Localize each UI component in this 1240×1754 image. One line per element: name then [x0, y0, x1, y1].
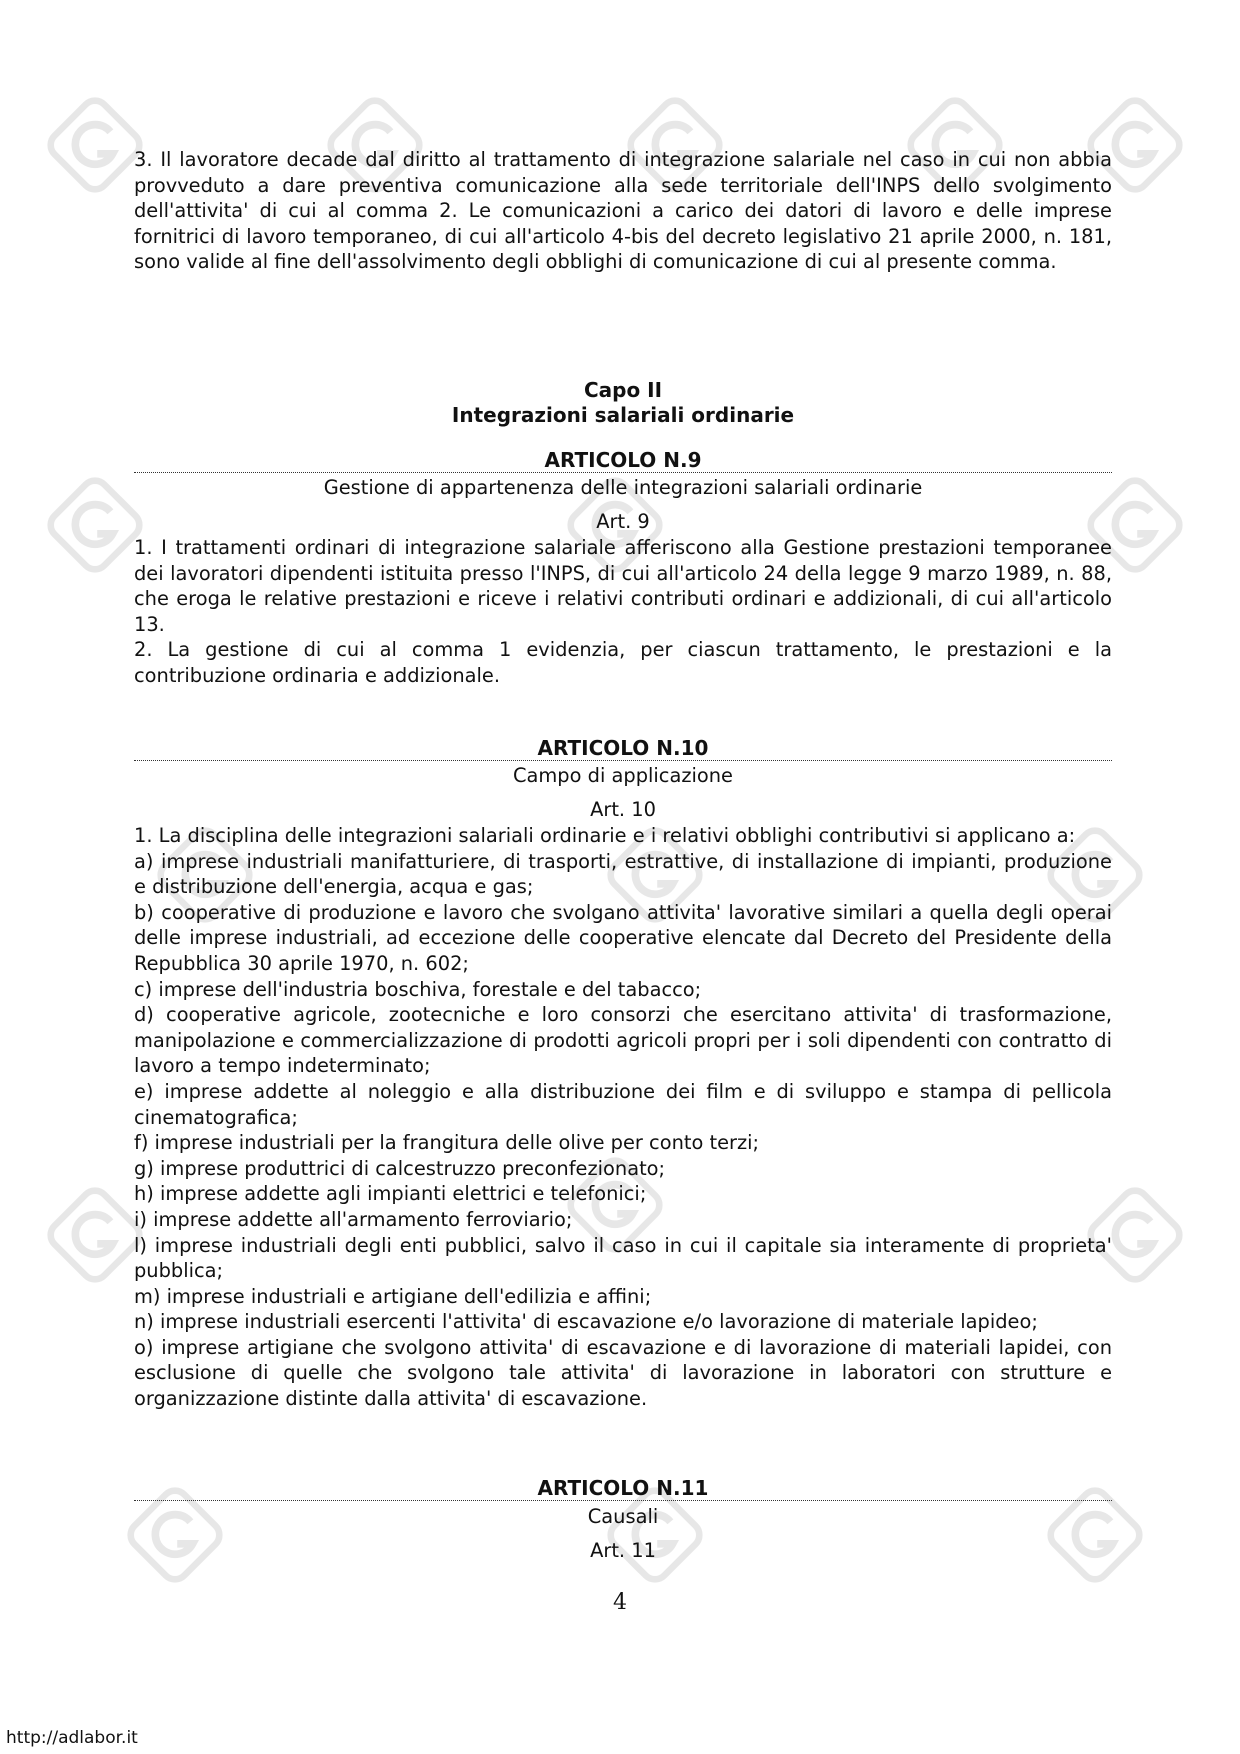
- articolo-10-divider: [134, 760, 1112, 761]
- articolo-9-title: Gestione di appartenenza delle integrazioni salariali ordinarie: [323, 476, 923, 499]
- articolo-10-body: [134, 823, 1112, 1412]
- articolo-10-item-c: c) imprese dell'industria boschiva, forestale e del tabacco;: [134, 977, 702, 1001]
- articolo-10-item-n: n) imprese industriali esercenti l'attivita' di escavazione e/o lavorazione di materiale lapideo;: [134, 1310, 1038, 1334]
- articolo-9-paragraph-1: 1. I trattamenti ordinari di integrazione salariale afferiscono alla Gestione prestazioni temporanee dei lavoratori dipendenti istituita presso l'INPS, di cui all'articolo 24 della legge 9 marzo 1989, n. 88, che eroga le relative prestazioni e riceve i relativi contributi ordinari e addizionali, di cui all'articolo 13.: [134, 536, 1112, 636]
- articolo-9-paragraph-2: 2. La gestione di cui al comma 1 evidenzia, per ciascun trattamento, le prestazioni e la contribuzione ordinaria e addizionale.: [134, 638, 1112, 687]
- articolo-9-body: [134, 535, 1112, 689]
- articolo-10-item-l: l) imprese industriali degli enti pubblici, salvo il caso in cui il capitale sia interamente di proprieta' pubblica;: [134, 1233, 1112, 1283]
- articolo-10-item-i: i) imprese addette all'armamento ferroviario;: [134, 1207, 573, 1231]
- articolo-10-heading: ARTICOLO N.10: [537, 736, 709, 760]
- articolo-11-art-label: Art. 11: [590, 1539, 656, 1562]
- capo-title: Capo II: [583, 378, 663, 402]
- articolo-10-item-d: d) cooperative agricole, zootecniche e loro consorzi che esercitano attivita' di trasformazione, manipolazione e commercializzazione di prodotti agricoli propri per i soli dipendenti con contratto di lavoro a tempo indeterminato;: [134, 1003, 1112, 1078]
- articolo-9-art-label: Art. 9: [596, 510, 650, 533]
- articolo-10-art-label: Art. 10: [590, 798, 656, 821]
- page-number: 4: [613, 1590, 627, 1615]
- paragraph-comma-3: 3. Il lavoratore decade dal diritto al trattamento di integrazione salariale nel caso in cui non abbia provveduto a dare preventiva comunicazione alla sede territoriale dell'INPS dello svolgimento dell'attivita' di cui al comma 2. Le comunicazioni a carico dei datori di lavoro e delle imprese fornitrici di lavoro temporaneo, di cui all'articolo 4-bis del decreto legislativo 21 aprile 2000, n. 181, sono valide al fine dell'assolvimento degli obblighi di comunicazione di cui al presente comma.: [134, 148, 1112, 274]
- articolo-10-item-f: f) imprese industriali per la frangitura delle olive per conto terzi;: [134, 1131, 760, 1155]
- articolo-11-heading: ARTICOLO N.11: [537, 1476, 709, 1500]
- articolo-9-heading: ARTICOLO N.9: [544, 448, 702, 472]
- articolo-10-item-b: b) cooperative di produzione e lavoro che svolgano attivita' lavorative similari a quella degli operai delle imprese industriali, ad eccezione delle cooperative elencate dal Decreto del Presidente della Repubblica 30 aprile 1970, n. 602;: [134, 900, 1112, 975]
- articolo-10-item-g: g) imprese produttrici di calcestruzzo preconfezionato;: [134, 1156, 666, 1180]
- articolo-11-divider: [134, 1500, 1112, 1501]
- articolo-9-divider: [134, 472, 1112, 473]
- articolo-10-item-h: h) imprese addette agli impianti elettrici e telefonici;: [134, 1182, 647, 1206]
- articolo-11-title: Causali: [587, 1505, 659, 1528]
- articolo-10-paragraph-1: 1. La disciplina delle integrazioni salariali ordinarie e i relativi obblighi contributivi si applicano a:: [134, 824, 1076, 847]
- articolo-10-item-o: o) imprese artigiane che svolgono attivita' di escavazione e di lavorazione di materiali lapidei, con esclusione di quelle che svolgono tale attivita' di lavorazione in laboratori con strutture e organizzazione distinte dalla attivita' di escavazione.: [134, 1335, 1112, 1411]
- articolo-10-item-m: m) imprese industriali e artigiane dell'edilizia e affini;: [134, 1284, 652, 1308]
- capo-subtitle: Integrazioni salariali ordinarie: [451, 403, 795, 427]
- footer-url: http://adlabor.it: [6, 1728, 138, 1748]
- capo-heading: [134, 378, 1112, 428]
- articolo-10-item-e: e) imprese addette al noleggio e alla distribuzione dei film e di sviluppo e stampa di pellicola cinematografica;: [134, 1079, 1112, 1129]
- articolo-10-item-a: a) imprese industriali manifatturiere, di trasporti, estrattive, di installazione di impianti, produzione e distribuzione dell'energia, acqua e gas;: [134, 849, 1112, 899]
- articolo-10-title: Campo di applicazione: [513, 764, 733, 787]
